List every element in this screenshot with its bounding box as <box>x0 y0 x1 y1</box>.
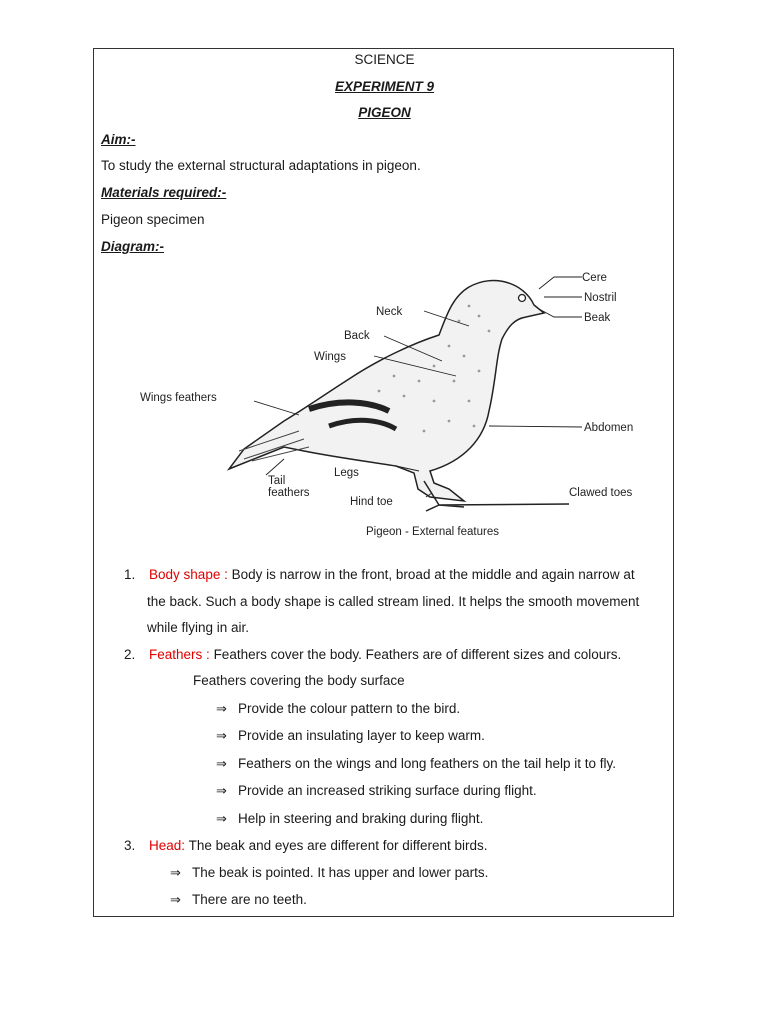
bullet-item: ⇒ Help in steering and braking during flight. <box>216 811 484 826</box>
label-neck: Neck <box>376 306 403 318</box>
aim-heading: Aim:- <box>101 132 136 147</box>
point-3-number: 3. <box>124 838 136 853</box>
arrow-icon: ⇒ <box>216 728 227 743</box>
arrow-icon: ⇒ <box>170 892 181 907</box>
label-tail: Tail <box>268 475 286 487</box>
point-1-line-1 <box>124 566 635 584</box>
bullet-item: ⇒ Provide an insulating layer to keep warm. <box>216 728 485 743</box>
label-wings-feathers: Wings feathers <box>140 392 217 404</box>
document-page <box>93 48 674 917</box>
arrow-icon: ⇒ <box>216 756 227 771</box>
arrow-icon: ⇒ <box>216 783 227 798</box>
label-nostril: Nostril <box>584 292 617 304</box>
materials-heading: Materials required:- <box>101 185 227 200</box>
point-1-label: Body shape : <box>149 567 228 582</box>
point-2-label: Feathers : <box>149 647 210 662</box>
point-3-text: The beak and eyes are different for different birds. <box>185 838 488 853</box>
diagram-caption: Pigeon - External features <box>366 526 499 538</box>
label-back: Back <box>344 330 370 342</box>
materials-text: Pigeon specimen <box>101 212 205 227</box>
label-cere: Cere <box>582 272 607 284</box>
point-1-number: 1. <box>124 567 136 582</box>
point-2-line-1 <box>124 646 621 664</box>
label-clawed-toes: Clawed toes <box>569 487 633 499</box>
point-3-label: Head: <box>149 838 186 853</box>
arrow-icon: ⇒ <box>216 701 227 716</box>
bullet-item: ⇒ The beak is pointed. It has upper and lower parts. <box>170 865 489 880</box>
experiment-heading: EXPERIMENT 9 <box>334 79 435 94</box>
bullet-item: ⇒ There are no teeth. <box>170 892 307 907</box>
label-abdomen: Abdomen <box>584 422 634 434</box>
bullet-item: ⇒ Feathers on the wings and long feathers on the tail help it to fly. <box>216 756 616 771</box>
page-title: PIGEON <box>358 105 411 120</box>
subject-heading: SCIENCE <box>354 52 415 67</box>
diagram-heading: Diagram:- <box>101 239 165 254</box>
pigeon-diagram <box>134 261 634 541</box>
aim-text: To study the external structural adaptations in pigeon. <box>101 158 421 173</box>
point-2-number: 2. <box>124 647 136 662</box>
arrow-icon: ⇒ <box>216 811 227 826</box>
label-wings: Wings <box>314 351 346 363</box>
bullet-item: ⇒ Provide an increased striking surface during flight. <box>216 783 537 798</box>
label-beak: Beak <box>584 312 611 324</box>
bullet-item: ⇒ Provide the colour pattern to the bird. <box>216 701 461 716</box>
point-1-text: Body is narrow in the front, broad at the middle and again narrow at <box>227 567 635 582</box>
point-1-line-3: while flying in air. <box>147 620 250 635</box>
label-legs: Legs <box>334 467 359 479</box>
point-2-text: Feathers cover the body. Feathers are of different sizes and colours. <box>209 647 622 662</box>
point-2-sub-intro: Feathers covering the body surface <box>193 673 405 688</box>
label-tail-feathers: feathers <box>268 487 310 499</box>
arrow-icon: ⇒ <box>170 865 181 880</box>
point-1-line-2: the back. Such a body shape is called stream lined. It helps the smooth movement <box>147 594 640 609</box>
label-hind-toe: Hind toe <box>350 496 393 508</box>
point-3-line-1 <box>124 837 488 855</box>
